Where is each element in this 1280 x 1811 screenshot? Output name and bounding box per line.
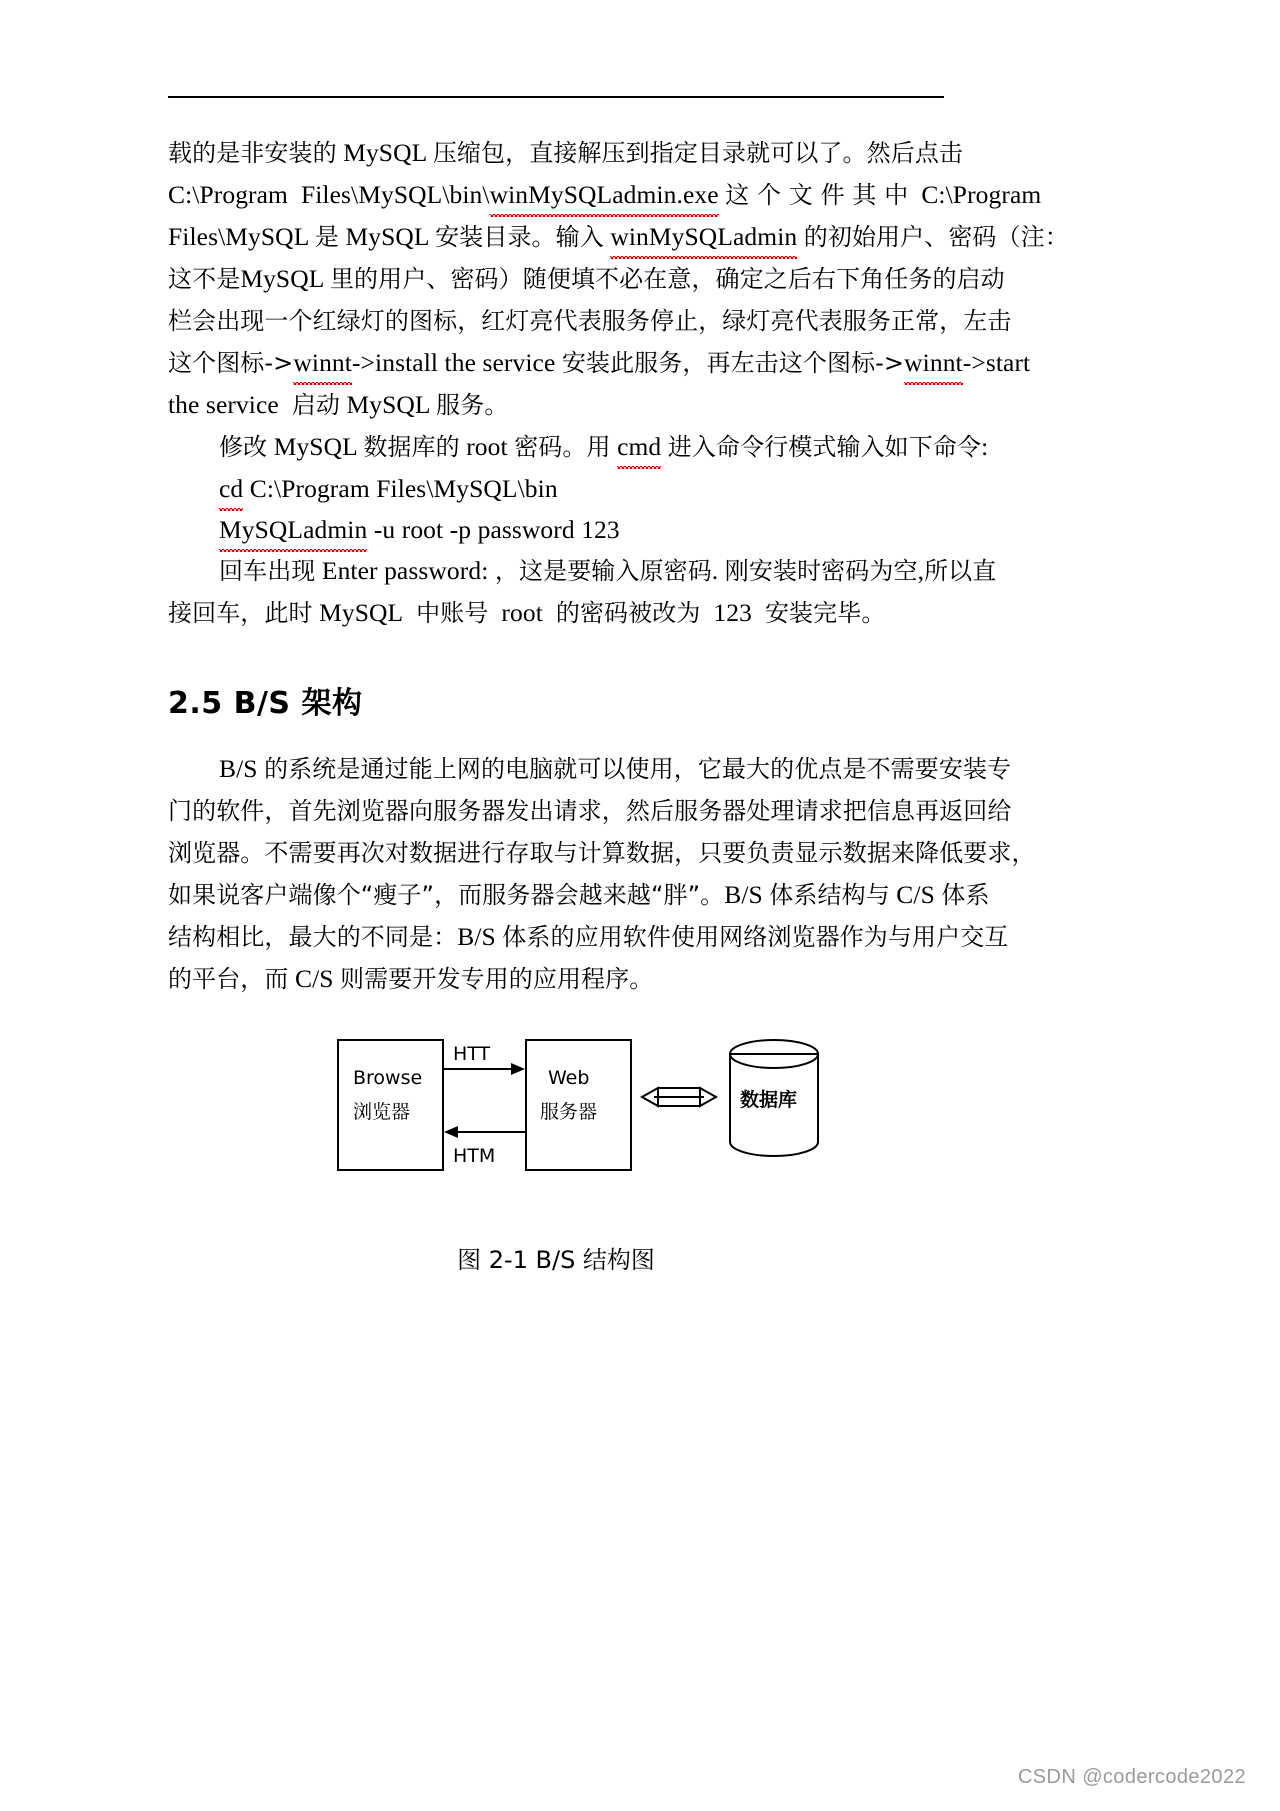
text-line: 修改 MySQL 数据库的 root 密码。用 cmd 进入命令行模式输入如下命令:	[168, 426, 944, 468]
server-box-label-line1: Web	[548, 1067, 590, 1089]
database-label: 数据库	[740, 1089, 798, 1111]
paragraph-bs-architecture	[168, 748, 1036, 1000]
header-rule	[168, 96, 944, 98]
text-line: 回车出现 Enter password: ，这是要输入原密码. 刚安装时密码为空,所以直	[219, 556, 997, 585]
text-line: 如果说客户端像个“瘦子”，而服务器会越来越“胖”。B/S 体系结构与 C/S 体系	[168, 880, 990, 909]
section-heading: 2.5 B/S 架构	[168, 686, 363, 721]
arrow-top-label: HTT	[453, 1043, 491, 1065]
text-line: Files\MySQL 是 MySQL 安装目录。输入 winMySQLadmin 的初始用户、密码（注：	[168, 216, 944, 258]
paragraph-mysql-install	[168, 132, 1069, 426]
command-line: cd C:\Program Files\MySQL\bin	[168, 468, 944, 509]
server-box-label-line2: 服务器	[540, 1101, 598, 1123]
text-line: the service 启动 MySQL 服务。	[168, 390, 509, 419]
text-line: 结构相比，最大的不同是：B/S 体系的应用软件使用网络浏览器作为与用户交互	[168, 922, 1009, 951]
page-content	[168, 96, 1069, 1275]
figure-caption: 图 2-1 B/S 结构图	[457, 1246, 655, 1274]
csdn-watermark: CSDN @codercode2022	[1017, 1766, 1246, 1788]
arrow-request-head	[511, 1063, 525, 1075]
text-line: 这不是MySQL 里的用户、密码）随便填不必在意，确定之后右下角任务的启动	[168, 264, 1005, 293]
figure-bs-structure	[168, 1022, 944, 1232]
text-line: B/S 的系统是通过能上网的电脑就可以使用，它最大的优点是不需要安装专	[219, 754, 1012, 783]
browser-box-label-line2: 浏览器	[353, 1101, 411, 1123]
browser-box-label-line1: Browse	[353, 1067, 423, 1089]
text-line: 栏会出现一个红绿灯的图标，红灯亮代表服务停止，绿灯亮代表服务正常，左击	[168, 307, 1012, 335]
paragraph-change-root-password	[168, 426, 989, 468]
text-line: 接回车，此时 MySQL 中账号 root 的密码被改为 123 安装完毕。	[168, 598, 886, 627]
text-line: 载的是非安装的 MySQL 压缩包，直接解压到指定目录就可以了。然后点击	[168, 138, 964, 167]
command-list	[168, 468, 944, 550]
text-line: C:\Program Files\MySQL\bin\winMySQLadmin.exe 这 个 文 件 其 中 C:\Program	[168, 174, 944, 216]
arrow-bottom-label: HTM	[453, 1145, 496, 1167]
arrow-response-head	[444, 1126, 458, 1138]
text-line: 门的软件，首先浏览器向服务器发出请求，然后服务器处理请求把信息再返回给	[168, 797, 1012, 825]
bs-structure-diagram	[168, 1022, 944, 1222]
text-line: 的平台，而 C/S 则需要开发专用的应用程序。	[168, 964, 654, 993]
text-line: 这个图标->winnt->install the service 安装此服务，再左击这个图标->winnt->start	[168, 342, 944, 384]
text-line: 浏览器。不需要再次对数据进行存取与计算数据，只要负责显示数据来降低要求，	[168, 839, 1036, 867]
paragraph-enter-password	[168, 550, 997, 634]
command-line: MySQLadmin -u root -p password 123	[168, 509, 944, 550]
